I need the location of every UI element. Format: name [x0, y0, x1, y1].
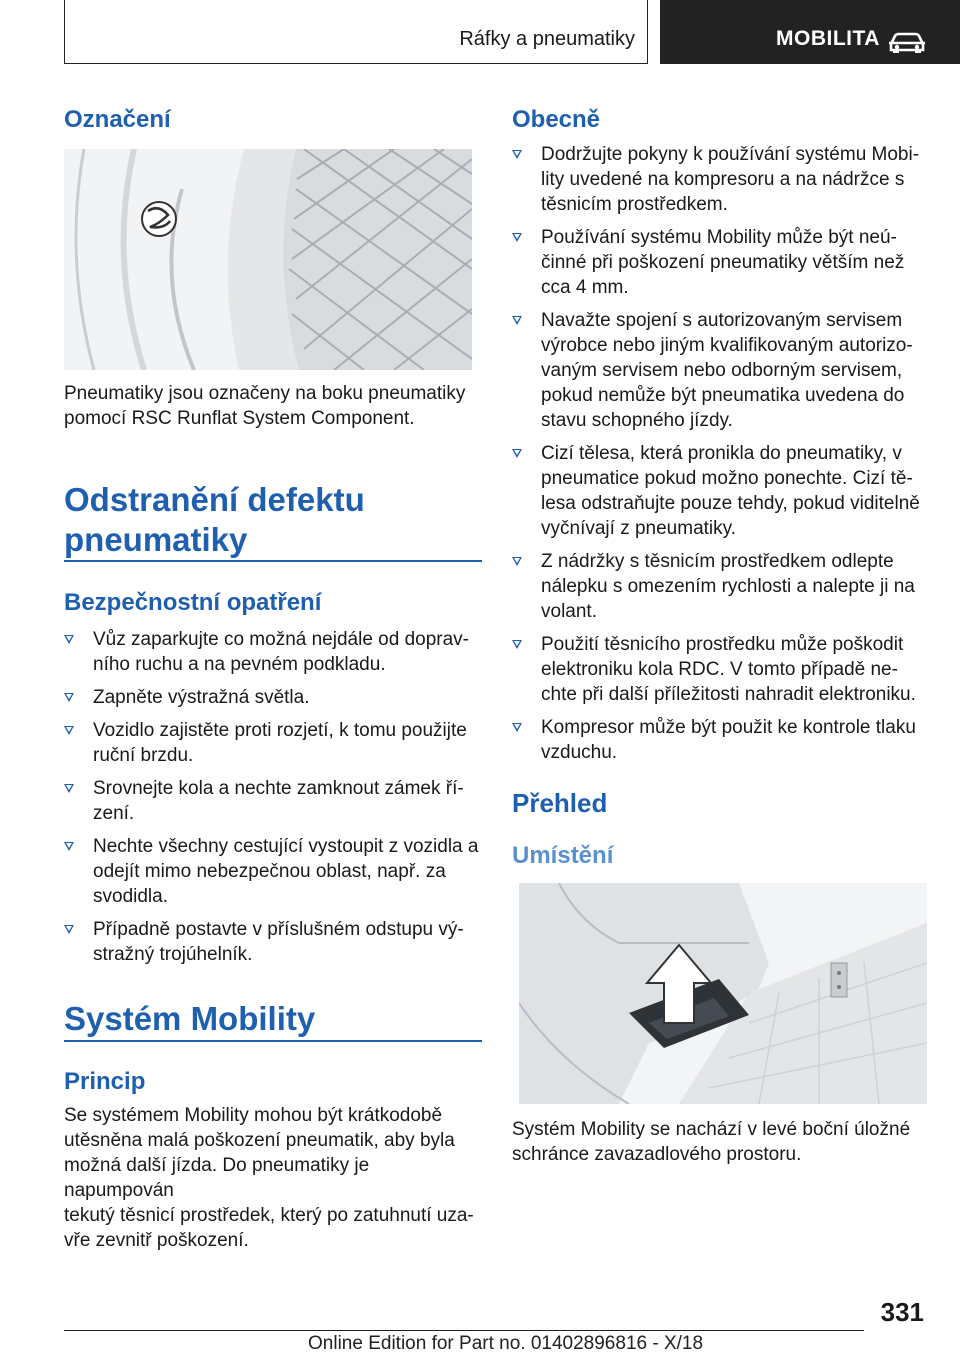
heading-oznaceni: Označení — [64, 106, 171, 133]
safety-list — [64, 627, 482, 975]
item-line: Kompresor může být použit ke kontrole tlaku — [541, 717, 916, 738]
heading-odstraneni-defektu — [64, 480, 482, 560]
item-line: Nechte všechny cestující vystoupit z vozidla a — [93, 836, 479, 857]
heading-line: pneumatiky — [64, 521, 248, 558]
triangle-bullet-icon — [64, 693, 74, 702]
triangle-bullet-icon — [512, 150, 522, 159]
footer-edition: Online Edition for Part no. 01402896816 - X/18 — [308, 1333, 704, 1354]
triangle-bullet-icon — [64, 635, 74, 644]
list-item — [512, 549, 930, 624]
item-line: vzduchu. — [541, 742, 618, 763]
heading-princip: Princip — [64, 1068, 146, 1095]
list-item — [512, 632, 930, 707]
item-line: ruční brzdu. — [93, 745, 194, 766]
paragraph-line: utěsněna malá poškození pneumatik, aby byla — [64, 1130, 455, 1151]
list-item — [64, 917, 482, 967]
item-line: Vůz zaparkujte co možná nejdále od doprav- — [93, 629, 470, 650]
section-tab-label: MOBILITA — [776, 27, 880, 50]
section-rule — [64, 560, 482, 562]
section-rule — [64, 1040, 482, 1042]
item-line: pneumatice pokud možno ponechte. Cizí tě- — [541, 468, 913, 489]
item-line: lity uvedené na kompresoru a na nádržce s — [541, 169, 905, 190]
item-line: vyčnívají z pneumatiky. — [541, 518, 737, 539]
chapter-title: Ráfky a pneumatiky — [459, 28, 635, 50]
tire-sidewall-figure — [64, 149, 472, 370]
item-line: Srovnejte kola a nechte zamknout zámek ří- — [93, 778, 464, 799]
item-line: pokud nemůže být pneumatika uvedena do — [541, 385, 905, 406]
item-line: vaným servisem nebo odborným servisem, — [541, 360, 903, 381]
princip-paragraph — [64, 1103, 482, 1253]
general-list — [512, 142, 930, 773]
item-line: Případně postavte v příslušném odstupu vý- — [93, 919, 464, 940]
caption-line: Pneumatiky jsou označeny na boku pneumatiky — [64, 383, 466, 404]
header-chapter-box — [64, 0, 648, 64]
item-line: nálepku s omezením rychlosti a nalepte ji na — [541, 576, 915, 597]
caption-line: pomocí RSC Runflat System Component. — [64, 408, 415, 429]
paragraph-line: vře zevnitř poškození. — [64, 1230, 249, 1251]
umisteni-caption — [512, 1117, 930, 1167]
item-line: zení. — [93, 803, 135, 824]
item-line: Zapněte výstražná světla. — [93, 687, 310, 708]
item-line: Dodržujte pokyny k používání systému Mobi- — [541, 144, 920, 165]
triangle-bullet-icon — [512, 557, 522, 566]
item-line: stražný trojúhelník. — [93, 944, 253, 965]
item-line: činné při poškození pneumatiky větším než — [541, 252, 905, 273]
triangle-bullet-icon — [512, 233, 522, 242]
list-item — [512, 715, 930, 765]
item-line: Navažte spojení s autorizovaným servisem — [541, 310, 903, 331]
heading-system-mobility: Systém Mobility — [64, 1000, 316, 1037]
footer-rule — [64, 1330, 864, 1331]
triangle-bullet-icon — [512, 640, 522, 649]
list-item — [64, 627, 482, 677]
car-icon — [887, 30, 927, 54]
paragraph-line: tekutý těsnicí prostředek, který po zatuhnutí uza- — [64, 1205, 474, 1226]
trunk-compartment-figure — [519, 883, 927, 1104]
item-line: volant. — [541, 601, 597, 622]
triangle-bullet-icon — [64, 925, 74, 934]
item-line: Používání systému Mobility může být neú- — [541, 227, 897, 248]
list-item — [64, 685, 482, 710]
list-item — [512, 142, 930, 217]
caption-line: schránce zavazadlového prostoru. — [512, 1144, 802, 1165]
section-tab[interactable] — [660, 0, 960, 64]
item-line: svodidla. — [93, 886, 168, 907]
heading-obecne: Obecně — [512, 106, 601, 133]
paragraph-line: Se systémem Mobility mohou být krátkodobě — [64, 1105, 443, 1126]
triangle-bullet-icon — [512, 723, 522, 732]
list-item — [512, 441, 930, 541]
heading-umisteni: Umístění — [512, 842, 614, 869]
triangle-bullet-icon — [64, 784, 74, 793]
heading-bezpecnostni-opatreni: Bezpečnostní opatření — [64, 589, 322, 616]
item-line: elektroniku kola RDC. V tomto případě ne- — [541, 659, 898, 680]
caption-line: Systém Mobility se nachází v levé boční úložné — [512, 1119, 911, 1140]
page-number: 331 — [880, 1297, 924, 1327]
item-line: Cizí tělesa, která pronikla do pneumatiky, v — [541, 443, 902, 464]
item-line: těsnicím prostředkem. — [541, 194, 728, 215]
item-line: lesa odstraňujte pouze tehdy, pokud viditelně — [541, 493, 920, 514]
item-line: odejít mimo nebezpečnou oblast, např. za — [93, 861, 446, 882]
item-line: ního ruchu a na pevném podkladu. — [93, 654, 386, 675]
item-line: Z nádržky s těsnicím prostředkem odlepte — [541, 551, 894, 572]
list-item — [64, 718, 482, 768]
triangle-bullet-icon — [64, 726, 74, 735]
item-line: cca 4 mm. — [541, 277, 629, 298]
list-item — [64, 834, 482, 909]
list-item — [64, 776, 482, 826]
triangle-bullet-icon — [64, 842, 74, 851]
heading-prehled: Přehled — [512, 788, 608, 818]
item-line: výrobce nebo jiným kvalifikovaným autorizo- — [541, 335, 913, 356]
oznaceni-caption — [64, 381, 482, 431]
item-line: Použití těsnicího prostředku může poškodit — [541, 634, 904, 655]
item-line: chte při další příležitosti nahradit elektroniku. — [541, 684, 916, 705]
item-line: stavu schopného jízdy. — [541, 410, 733, 431]
heading-line: Odstranění defektu — [64, 481, 365, 518]
list-item — [512, 225, 930, 300]
item-line: Vozidlo zajistěte proti rozjetí, k tomu použijte — [93, 720, 467, 741]
paragraph-line: možná další jízda. Do pneumatiky je napumpován — [64, 1155, 370, 1201]
triangle-bullet-icon — [512, 316, 522, 325]
triangle-bullet-icon — [512, 449, 522, 458]
list-item — [512, 308, 930, 433]
